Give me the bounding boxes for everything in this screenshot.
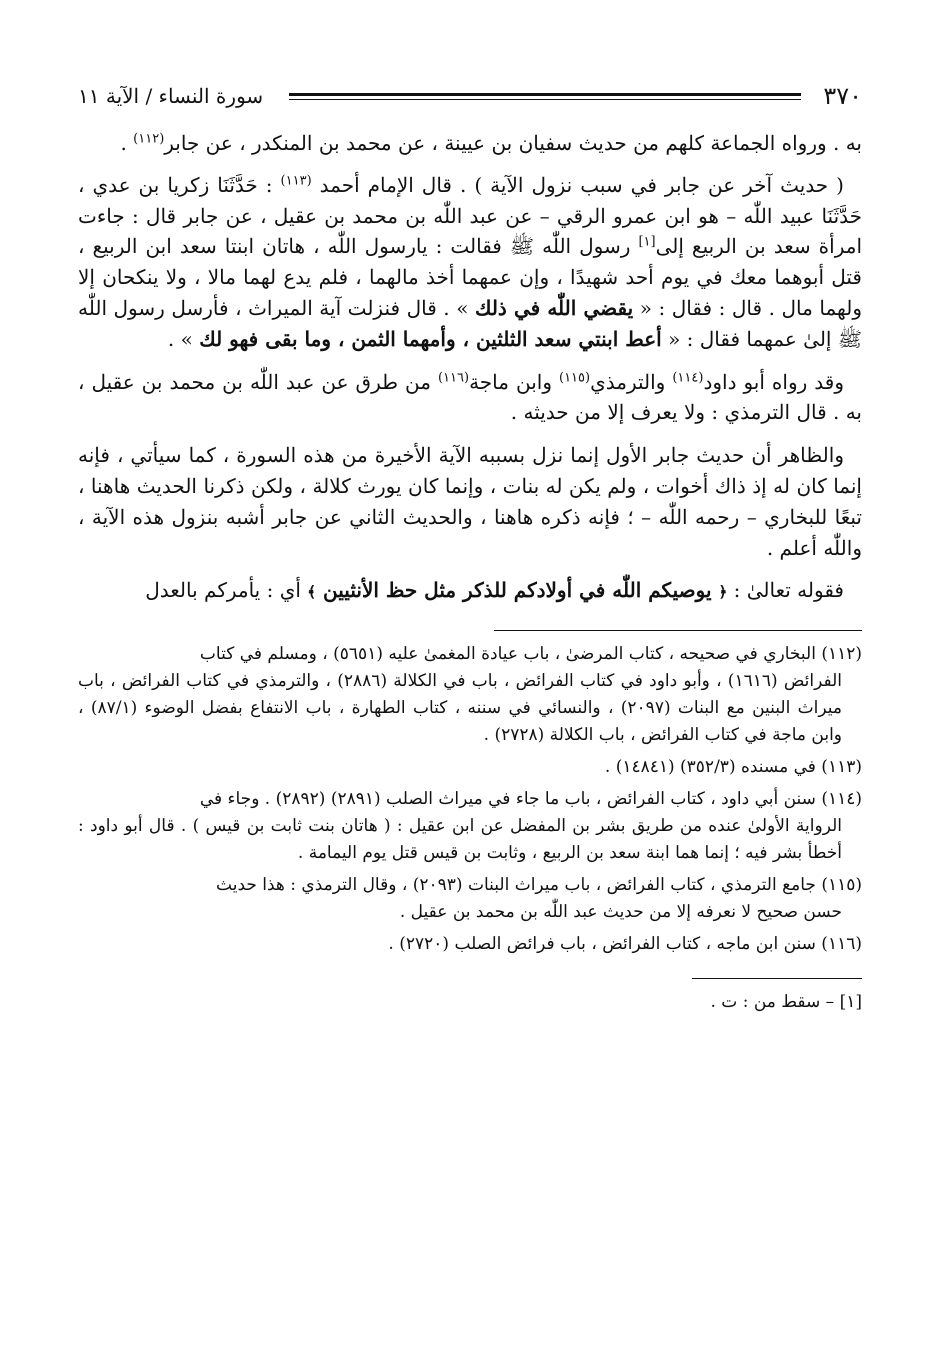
paragraph-5 [78,575,862,608]
footnote-ref[interactable]: (١١٥) [558,369,591,385]
footnote-ref[interactable]: (١١٣) [280,173,312,189]
text-run: » . [167,326,200,351]
footnote-divider [494,630,862,631]
text-run: وابن ماجة [469,369,559,394]
footnote-continuation: الرواية الأولىٰ عنده من طريق بشر بن المفضل عن ابن عقيل : ( هاتان بنت ثابت بن قيس ) . قال أبو داود : أخطأ بشر فيه ؛ إنما هما ابنة سعد بن الربيع ، وثابت بن قيس قتل يوم اليمامة . [78,816,842,864]
footnote-ref[interactable]: (١١٢) [133,131,165,147]
paragraph-1 [78,128,862,159]
footnote-112 [78,641,862,749]
main-text [78,128,862,608]
footnote-116 [78,931,862,958]
text-run: فقوله تعالىٰ : [727,578,844,603]
hadith-quote: أعط ابنتي سعد الثلثين ، وأمهما الثمن ، وما بقى فهو لك [199,326,662,351]
page-number: ٣٧٠ [823,82,862,110]
text-run: من طرق عن عبد اللّٰه بن محمد بن عقيل ، به . قال الترمذي : ولا يعرف إلا من حديثه . [78,369,862,425]
text-run: . [120,131,134,155]
header-rule [289,91,801,101]
paragraph-2 [78,170,862,355]
surah-title: سورة النساء / الآية ١١ [78,84,264,108]
text-run: والترمذي [590,369,673,394]
hadith-quote: يقضي اللّٰه في ذلك [474,295,634,320]
text-run: به . ورواه الجماعة كلهم من حديث سفيان بن عيينة ، عن محمد بن المنكدر ، عن جابر [164,131,862,155]
text-run: رسول اللّٰه ﷺ فقالت : يارسول اللّٰه ، هاتان ابنتا سعد ابن الربيع ، قتل أبوهما معك في يوم أحد شهيدًا ، وإن عمهما أخذ مالهما ، فلم يدع لهما مالا ، ولا ينكحان إلا ولهما مال . قال : فقال : « [78,234,862,320]
footnote-line: (١١٥) جامع الترمذي ، كتاب الفرائض ، باب ميراث البنات (٢٠٩٣) ، وقال الترمذي : هذا حديث [216,875,862,896]
footnote-line: (١١٢) البخاري في صحيحه ، كتاب المرضىٰ ، باب عيادة المغمىٰ عليه (٥٦٥١) ، ومسلم في كتاب [199,644,862,665]
quran-verse: يوصيكم اللّٰه في أولادكم للذكر مثل حظ الأنثيين [316,578,719,603]
paragraph-4: والظاهر أن حديث جابر الأول إنما نزل بسببه الآية الأخيرة من هذه السورة ، كما سيأتي ، فإنه إنما كان له إذ ذاك أخوات ، ولم يكن له بنات ، وإنما كان يورث كلالة ، ولكن ذكرنا الحديث هاهنا ، تبعًا للبخاري – رحمه اللّٰه – ؛ فإنه ذكره هاهنا ، والحديث الثاني عن جابر أشبه بنزول هذه الآية ، واللّٰه أعلم . [78,443,862,560]
text-run: ( حديث آخر عن جابر في سبب نزول الآية ) . قال الإمام أحمد [311,172,844,197]
text-run: أي : يأمركم بالعدل [145,578,308,603]
ornate-bracket-close: ﴾ [307,583,317,602]
footnote-continuation: حسن صحيح لا نعرفه إلا من حديث عبد اللّٰه بن محمد بن عقيل . [399,902,842,923]
running-head [78,78,862,114]
footnote-ref[interactable]: (١١٤) [672,369,704,385]
footnote-continuation: الفرائض (١٦١٦) ، وأبو داود في كتاب الفرائض ، باب في الكلالة (٢٨٨٦) ، والترمذي في كتاب الفرائض ، باب ميراث البنين مع البنات (٢٠٩٧) ، والنسائي في سننه ، كتاب الطهارة ، باب الانتفاع بفضل الوضوء (٨٧/١) ، وابن ماجة في كتاب الفرائض ، باب الكلالة (٢٧٢٨) . [78,671,843,746]
footnote-line: (١١٣) في مسنده (٣٥٢/٣) (١٤٨٤١) . [604,757,862,778]
footnote-115 [78,872,862,926]
paragraph-3 [78,367,862,429]
footnotes [78,641,862,958]
footnote-line: (١١٦) سنن ابن ماجه ، كتاب الفرائض ، باب فرائض الصلب (٢٧٢٠) . [388,934,862,955]
ornate-bracket-open: ﴿ [718,583,728,602]
apparatus-note-1: [١] – سقط من : ت . [710,992,862,1013]
apparatus [78,989,862,1015]
text-run: وقد رواه أبو داود [703,369,844,394]
text-run: » . قال فنزلت آية الميراث ، فأرسل رسول اللّٰه ﷺ إلىٰ عمهما فقال : « [78,295,862,351]
footnote-113 [78,754,862,781]
footnote-line: (١١٤) سنن أبي داود ، كتاب الفرائض ، باب ما جاء في ميراث الصلب (٢٨٩١) (٢٨٩٢) . وجاء في [199,789,862,810]
text-run: : حَدَّثَنَا زكريا بن عدي ، حَدَّثَنَا عبيد اللّٰه – هو ابن عمرو الرقي – عن عبد اللّٰه بن محمد بن عقيل ، عن جابر قال : جاءت امرأة سعد بن الربيع إلى [78,172,862,259]
apparatus-ref[interactable]: [١] [638,234,656,250]
footnote-114 [78,786,862,867]
footnote-ref[interactable]: (١١٦) [437,369,470,385]
apparatus-divider [692,978,862,979]
